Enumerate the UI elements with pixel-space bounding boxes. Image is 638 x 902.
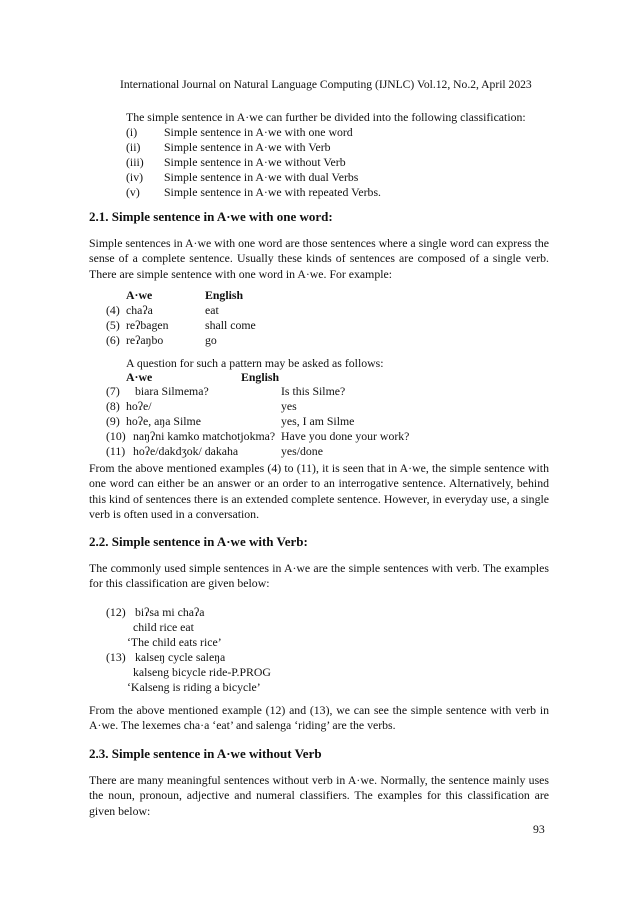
awe-sentence: naŋʔni kamko matchotjokma?	[133, 429, 276, 443]
example-number: (4)	[106, 303, 120, 317]
free-translation: ‘The child eats rice’	[127, 635, 222, 649]
running-header: International Journal on Natural Language Computing (IJNLC) Vol.12, No.2, April 2023	[120, 78, 532, 91]
table-header-english: English	[205, 288, 244, 302]
section-2-1-conclusion: From the above mentioned examples (4) to (11), it is seen that in A·we, the simple sentence with one word can either be an answer or an order to an interrogative sentence. Alternatively, behind this kind of sentences there is an extended complete sentence. However, in everyday use, a single verb is often used in a conversation.	[89, 461, 549, 522]
example-number: (9)	[106, 414, 120, 428]
question-intro: A question for such a pattern may be asked as follows:	[126, 356, 384, 370]
english-translation: yes, I am Silme	[281, 414, 355, 428]
list-item: Simple sentence in A·we with repeated Verbs.	[164, 185, 381, 199]
awe-sentence: hoʔe, aŋa Silme	[126, 414, 201, 428]
example-number: (8)	[106, 399, 120, 413]
english-gloss: go	[205, 333, 217, 347]
awe-sentence: hoʔe/	[126, 399, 152, 413]
section-2-3-paragraph: There are many meaningful sentences without verb in A·we. Normally, the sentence mainly uses the noun, pronoun, adjective and numeral classifiers. The examples for this classification are given below:	[89, 773, 549, 818]
section-2-2-paragraph: The commonly used simple sentences in A·we are the simple sentences with verb. The examples for this classification are given below:	[89, 561, 549, 591]
list-number: (ii)	[126, 140, 141, 154]
section-heading-2-3: 2.3. Simple sentence in A·we without Verb	[89, 746, 322, 761]
free-translation: ‘Kalseng is riding a bicycle’	[127, 680, 261, 694]
list-number: (iii)	[126, 155, 144, 169]
example-number: (7)	[106, 384, 120, 398]
english-translation: Have you done your work?	[281, 429, 410, 443]
list-item: Simple sentence in A·we without Verb	[164, 155, 346, 169]
table-header-awe: A·we	[126, 370, 153, 384]
list-number: (i)	[126, 125, 138, 139]
english-translation: yes	[281, 399, 297, 413]
awe-sentence: biʔsa mi chaʔa	[135, 605, 205, 619]
english-translation: yes/done	[281, 444, 323, 458]
example-number: (13)	[106, 650, 126, 664]
example-number: (11)	[106, 444, 126, 458]
table-header-english: English	[241, 370, 280, 384]
example-number: (10)	[106, 429, 126, 443]
example-number: (5)	[106, 318, 120, 332]
list-item: Simple sentence in A·we with one word	[164, 125, 353, 139]
intro-text: The simple sentence in A·we can further be divided into the following classification:	[126, 110, 526, 124]
section-2-1-paragraph: Simple sentences in A·we with one word are those sentences where a single word can express the sense of a complete sentence. Usually these kinds of sentences are composed of a single verb. There are simple sentence with one word in A·we. For example:	[89, 236, 549, 281]
english-gloss: shall come	[205, 318, 256, 332]
table-header-awe: A·we	[126, 288, 153, 302]
interlinear-gloss: kalseng bicycle ride-P.PROG	[133, 665, 271, 679]
awe-word: chaʔa	[126, 303, 153, 317]
section-heading-2-2: 2.2. Simple sentence in A·we with Verb:	[89, 534, 308, 549]
section-heading-2-1: 2.1. Simple sentence in A·we with one word:	[89, 209, 333, 224]
page-number: 93	[533, 822, 545, 836]
awe-sentence: biara Silmema?	[135, 384, 209, 398]
example-number: (12)	[106, 605, 126, 619]
list-number: (v)	[126, 185, 140, 199]
list-number: (iv)	[126, 170, 144, 184]
english-translation: Is this Silme?	[281, 384, 346, 398]
list-item: Simple sentence in A·we with dual Verbs	[164, 170, 359, 184]
english-gloss: eat	[205, 303, 219, 317]
interlinear-gloss: child rice eat	[133, 620, 194, 634]
section-2-2-conclusion: From the above mentioned example (12) and (13), we can see the simple sentence with verb in A·we. The lexemes cha·a ‘eat’ and salenga ‘riding’ are the verbs.	[89, 703, 549, 733]
example-number: (6)	[106, 333, 120, 347]
list-item: Simple sentence in A·we with Verb	[164, 140, 331, 154]
awe-sentence: hoʔe/dakdʒok/ dakaha	[133, 444, 239, 458]
awe-sentence: kalseŋ cycle saleŋa	[135, 650, 226, 664]
awe-word: reʔbagen	[126, 318, 169, 332]
awe-word: reʔaŋbo	[126, 333, 164, 347]
